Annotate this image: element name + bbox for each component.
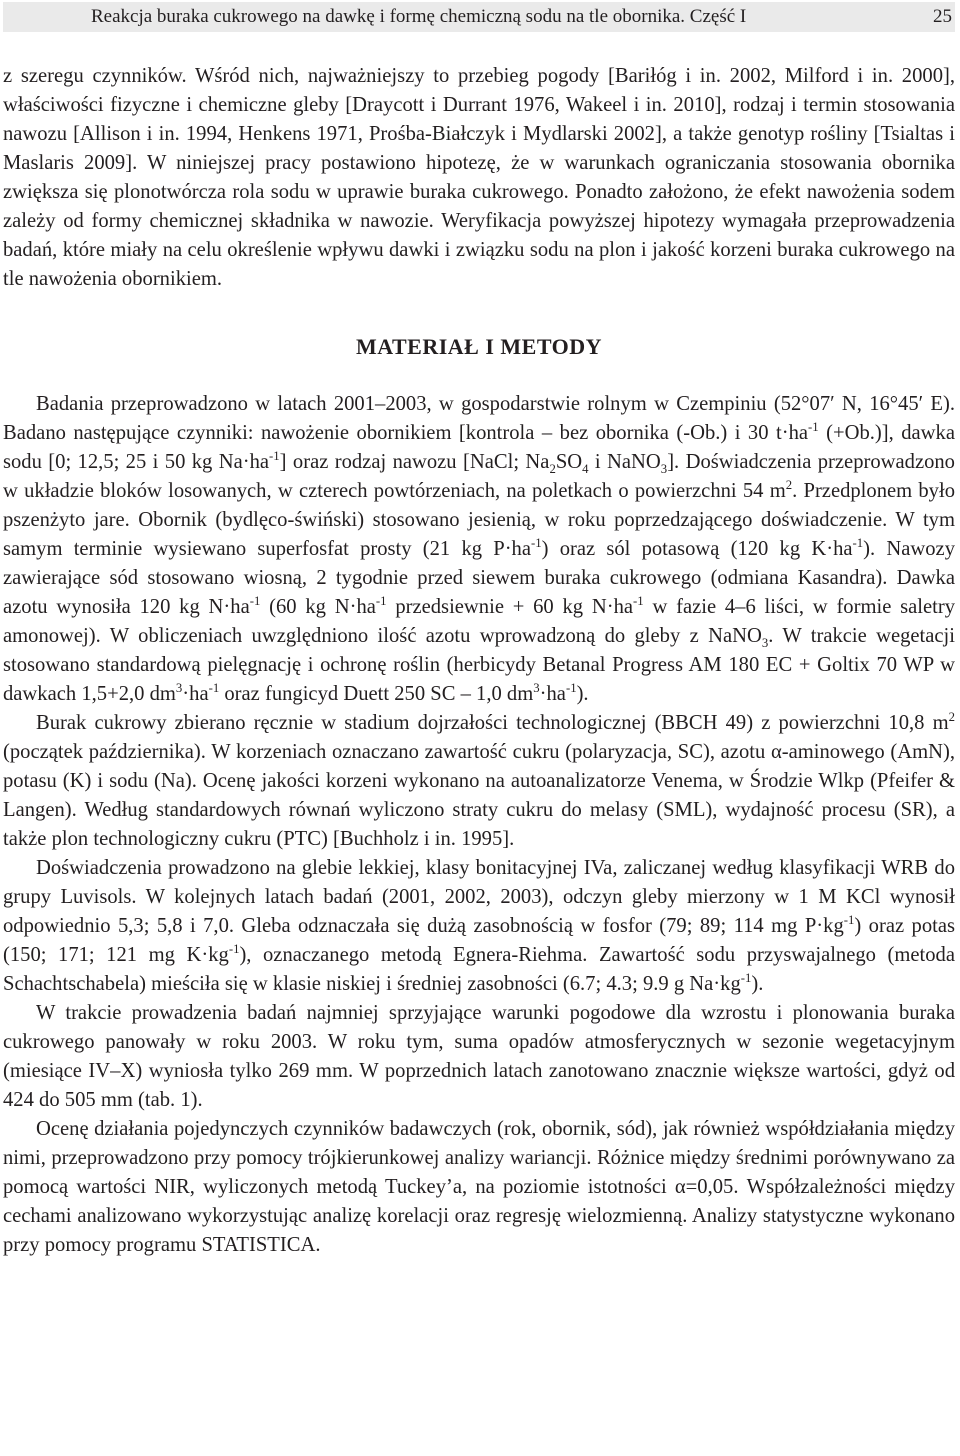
superscript: -1 xyxy=(852,536,864,551)
superscript: -1 xyxy=(269,449,280,464)
text-run: Doświadczenia prowadzono na glebie lekkiej, klasy bonitacyjnej IVa, zaliczanej według klasyfikacji WRB do grupy Luvisols. W kolejnych latach badań (2001, 2002, 2003), odczyn gleby mierzony w 1 M KCl wynosił odpowiednio 5,3; 5,8 i 7,0. Gleba odznaczała się dużą zasobnością w fosfor (79; 89; 114 mg P·kg xyxy=(3,857,955,937)
text-run: i NaNO xyxy=(588,451,661,473)
text-run: Badania przeprowadzono w latach 2001–2003, w gospodarstwie rolnym w Czempiniu (52°07′ N, 16°45′ E). Badano następujące czynniki: nawożenie obornikiem [kontrola – bez obornika (-Ob.) i 30 t·ha xyxy=(3,393,955,444)
methods-paragraph-soil xyxy=(3,854,955,999)
subscript: 2 xyxy=(549,462,556,477)
superscript: 2 xyxy=(948,710,955,725)
superscript: -1 xyxy=(375,594,387,609)
superscript: -1 xyxy=(531,536,542,551)
intro-paragraph: z szeregu czynników. Wśród nich, najważniejszy to przebieg pogody [Bariłóg i in. 2002, Milford i in. 2000], właściwości fizyczne i chemiczne gleby [Draycott i Durrant 1976, Wakeel i in. 2010], rodzaj i termin stosowania nawozu [Allison i in. 1994, Henkens 1971, Prośba-Białczyk i Mydlarski 2002], a także genotyp rośliny [Tsialtas i Maslaris 2009]. W niniejszej pracy postawiono hipotezę, że w warunkach ograniczania stosowania obornika zwiększa się plonotwórcza rola sodu w uprawie buraka cukrowego. Ponadto założono, że efekt nawożenia sodem zależy od formy chemicznej składnika w nawozie. Weryfikacja powyższej hipotezy wymagała przeprowadzenia badań, które miały na celu określenie wpływu dawki i związku sodu na plon i jakość korzeni buraka cukrowego na tle nawożenia obornikiem. xyxy=(3,65,955,290)
text-run: . W trakcie wegetacji stosowano standardową pielęgnację i ochronę roślin (herbicydy Betanal Progress AM 180 EC + Goltix 70 WP w dawkach 1,5+2,0 dm xyxy=(3,625,955,705)
methods-paragraph-harvest xyxy=(3,709,955,854)
superscript: -1 xyxy=(565,681,577,696)
text-run: (60 kg N·ha xyxy=(260,596,376,618)
text-run: ·ha xyxy=(182,683,209,705)
text-run: ). Nawozy zawierające sód stosowano wiosną, 2 tygodnie przed siewem buraka cukrowego (odmiana Kasandra). Dawka azotu wynosiła 120 kg N·ha xyxy=(3,538,955,618)
superscript: -1 xyxy=(740,971,752,986)
text-run: ). xyxy=(751,973,764,995)
text-run: ). xyxy=(576,683,589,705)
text-run: (początek października). W korzeniach oznaczano zawartość cukru (polaryzacja, SC), azotu α-aminowego (AmN), potasu (K) i sodu (Na). Ocenę jakości korzeni wykonano na autoanalizatorze Venema, w Środzie Wlkp (Pfeifer & Langen). Według standardowych równań wyliczono straty cukru do melasy (SML), wydajność procesu (SR), a także plon technologiczny cukru (PTC) [Buchholz i in. 1995]. xyxy=(3,741,955,850)
text-run: przedsiewnie + 60 kg N·ha xyxy=(386,596,634,618)
superscript: -1 xyxy=(843,913,855,928)
methods-paragraph-statistics: Ocenę działania pojedynczych czynników badawczych (rok, obornik, sód), jak również współdziałania między nimi, przeprowadzono przy pomocy trójkierunkowej analizy wariancji. Różnice między średnimi porównywano za pomocą wartości NIR, wyliczonych metodą Tuckey’a, na poziomie istotności α=0,05. Współzależności między cechami analizowano wykorzystując analizę korelacji oraz regresję wielozmienną. Analizy statystyczne wykonano przy pomocy programu STATISTICA. xyxy=(3,1118,955,1256)
text-run: Burak cukrowy zbierano ręcznie w stadium dojrzałości technologicznej (BBCH 49) z powierzchni 10,8 m xyxy=(36,712,949,734)
text-run: SO xyxy=(555,451,583,473)
running-header-title: Reakcja buraka cukrowego na dawkę i formę chemiczną sodu na tle obornika. Część I xyxy=(91,6,747,27)
text-run: w fazie 4–6 liści, w formie saletry amonowej). W obliczeniach uwzględniono ilość azotu wprowadzoną do gleby z NaNO xyxy=(3,596,956,647)
superscript: -1 xyxy=(633,594,644,609)
methods-paragraph-design xyxy=(3,390,955,709)
text-run: ]. Doświadczenia przeprowadzono w układzie bloków losowanych, w czterech powtórzeniach, na poletkach o powierzchni 54 m xyxy=(3,451,955,502)
superscript: 3 xyxy=(175,681,183,696)
methods-paragraph-weather: W trakcie prowadzenia badań najmniej sprzyjające warunki pogodowe dla wzrostu i plonowania buraka cukrowego panowały w roku 2003. W roku tym, suma opadów atmosferycznych w sezonie wegetacyjnym (miesiące IV–X) wyniosła tylko 269 mm. W poprzednich latach zanotowano znacznie większe wartości, gdyż od 424 do 505 mm (tab. 1). xyxy=(3,1002,955,1111)
running-header xyxy=(3,2,955,32)
text-run: (+Ob.)], dawka sodu [0; 12,5; 25 i 50 kg Na·ha xyxy=(3,422,955,473)
text-run: oraz fungicyd Duett 250 SC – 1,0 dm xyxy=(219,683,534,705)
section-heading: MATERIAŁ I METODY xyxy=(355,334,603,359)
subscript: 4 xyxy=(582,462,589,477)
text-run: ), oznaczanego metodą Egnera-Riehma. Zawartość sodu przyswajalnego (metoda Schachtschabela) mieściła się w klasie niskiej i średniej zasobności (6.7; 4.3; 9.9 g Na·kg xyxy=(3,944,955,995)
superscript: -1 xyxy=(808,420,819,435)
subscript: 3 xyxy=(761,636,769,651)
superscript: -1 xyxy=(249,594,261,609)
superscript: -1 xyxy=(208,681,220,696)
superscript: 3 xyxy=(533,681,540,696)
superscript: 2 xyxy=(785,478,793,493)
page-number: 25 xyxy=(933,6,952,27)
text-run: ) oraz potas (150; 171; 121 mg K·kg xyxy=(3,915,956,966)
superscript: -1 xyxy=(228,942,240,957)
text-run: . Przedplonem było pszenżyto jare. Obornik (bydlęco-świński) stosowano jesienią, w roku poprzedzającego doświadczenie. W tym samym terminie wysiewano superfosfat prosty (21 kg P·ha xyxy=(3,480,955,560)
text-run: ·ha xyxy=(539,683,566,705)
body-text xyxy=(3,62,955,1260)
subscript: 3 xyxy=(660,462,668,477)
text-run: ] oraz rodzaj nawozu [NaCl; Na xyxy=(279,451,550,473)
text-run: ) oraz sól potasową (120 kg K·ha xyxy=(541,538,853,560)
